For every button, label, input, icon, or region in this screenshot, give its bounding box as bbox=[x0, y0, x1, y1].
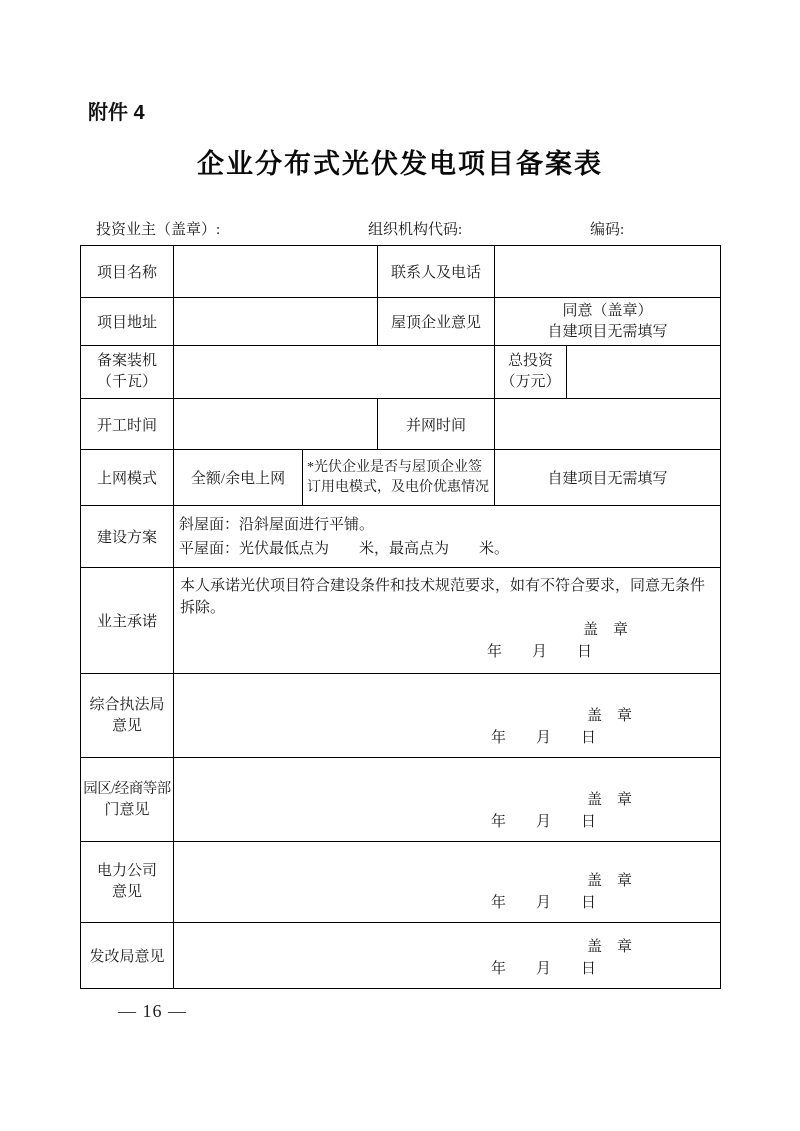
power-company-opinion-cell bbox=[174, 842, 721, 923]
construction-plan-label: 建设方案 bbox=[81, 506, 174, 568]
construction-plan-cell bbox=[174, 506, 721, 568]
owner-commitment-date: 年 月 日 bbox=[486, 644, 592, 660]
park-commerce-opinion-label: 园区/经商等部 门意见 bbox=[81, 758, 174, 842]
law-enforcement-seal: 盖 章 bbox=[586, 708, 632, 724]
filed-capacity-label: 备案装机 （千瓦） bbox=[81, 346, 174, 399]
power-company-opinion-label: 电力公司 意见 bbox=[81, 842, 174, 923]
filed-capacity-value-cell bbox=[174, 346, 495, 399]
page-number: — 16 — bbox=[118, 1001, 187, 1021]
owner-commitment-label: 业主承诺 bbox=[81, 568, 174, 674]
org-code-label: 组织机构代码: bbox=[368, 222, 463, 238]
grid-connection-time-label: 并网时间 bbox=[378, 399, 495, 450]
start-time-value-cell bbox=[174, 399, 378, 450]
law-enforcement-opinion-label: 综合执法局 意见 bbox=[81, 674, 174, 758]
construction-plan-line1: 斜屋面：沿斜屋面进行平铺。 bbox=[179, 516, 375, 533]
power-company-seal: 盖 章 bbox=[586, 873, 632, 889]
grid-mode-note-cell bbox=[303, 450, 495, 506]
meta-line bbox=[80, 218, 720, 242]
grid-connection-time-value-cell bbox=[495, 399, 721, 450]
grid-mode-note-line2: 订用电模式，及电价优惠情况 bbox=[307, 479, 489, 495]
park-commerce-seal: 盖 章 bbox=[586, 792, 632, 808]
row-grid-mode bbox=[81, 450, 721, 506]
law-enforcement-opinion-cell bbox=[174, 674, 721, 758]
grid-mode-value-cell: 全额/余电上网 bbox=[174, 450, 303, 506]
row-drc-opinion bbox=[81, 923, 721, 989]
project-address-value-cell bbox=[174, 298, 378, 346]
filing-form-table bbox=[80, 245, 721, 989]
row-owner-commitment bbox=[81, 568, 721, 674]
power-company-date: 年 月 日 bbox=[490, 895, 596, 911]
park-commerce-opinion-cell bbox=[174, 758, 721, 842]
drc-opinion-label: 发改局意见 bbox=[81, 923, 174, 989]
park-commerce-date: 年 月 日 bbox=[490, 814, 596, 830]
roof-opinion-label: 屋顶企业意见 bbox=[378, 298, 495, 346]
grid-mode-note-line1: *光伏企业是否与屋顶企业签 bbox=[307, 459, 482, 475]
row-project-address bbox=[81, 298, 721, 346]
owner-commitment-text: 本人承诺光伏项目符合建设条件和技术规范要求，如有不符合要求，同意无条件拆除。 bbox=[180, 578, 706, 616]
roof-opinion-line2: 自建项目无需填写 bbox=[547, 323, 668, 340]
attachment-label: 附件 4 bbox=[88, 102, 145, 124]
project-name-label: 项目名称 bbox=[81, 246, 174, 298]
grid-mode-label: 上网模式 bbox=[81, 450, 174, 506]
row-construction-plan bbox=[81, 506, 721, 568]
row-filed-capacity bbox=[81, 346, 721, 399]
construction-plan-line2: 平屋面：光伏最低点为 米，最高点为 米。 bbox=[179, 540, 510, 557]
page-title: 企业分布式光伏发电项目备案表 bbox=[197, 149, 603, 179]
row-power-company-opinion bbox=[81, 842, 721, 923]
project-address-label: 项目地址 bbox=[81, 298, 174, 346]
grid-mode-self-build-cell: 自建项目无需填写 bbox=[495, 450, 721, 506]
owner-commitment-seal: 盖 章 bbox=[582, 622, 628, 638]
project-name-value-cell bbox=[174, 246, 378, 298]
drc-date: 年 月 日 bbox=[490, 961, 596, 977]
row-start-time bbox=[81, 399, 721, 450]
roof-opinion-line1: 同意（盖章） bbox=[562, 302, 653, 319]
code-label: 编码: bbox=[590, 222, 625, 238]
row-law-enforcement-opinion bbox=[81, 674, 721, 758]
contact-label: 联系人及电话 bbox=[378, 246, 495, 298]
investor-seal-label: 投资业主（盖章）: bbox=[96, 222, 221, 238]
law-enforcement-date: 年 月 日 bbox=[490, 730, 596, 746]
owner-commitment-cell bbox=[174, 568, 721, 674]
row-park-commerce-opinion bbox=[81, 758, 721, 842]
drc-opinion-cell bbox=[174, 923, 721, 989]
roof-opinion-value-cell bbox=[495, 298, 721, 346]
row-project-name bbox=[81, 246, 721, 298]
start-time-label: 开工时间 bbox=[81, 399, 174, 450]
total-investment-value-cell bbox=[567, 346, 721, 399]
drc-seal: 盖 章 bbox=[586, 939, 632, 955]
total-investment-label: 总投资 （万元） bbox=[495, 346, 567, 399]
contact-value-cell bbox=[495, 246, 721, 298]
